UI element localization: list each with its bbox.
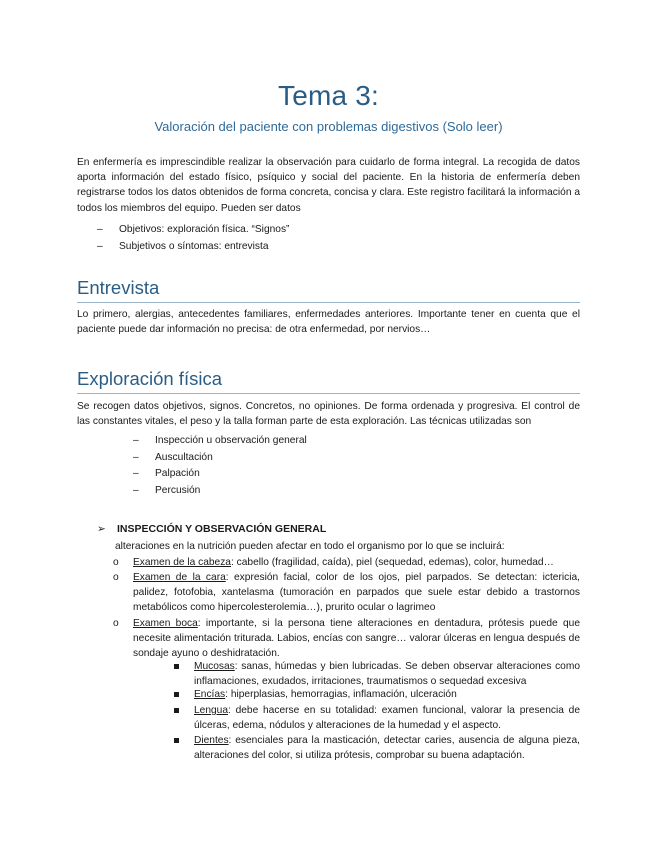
square-bullet [174, 692, 179, 697]
inspeccion-intro: alteraciones en la nutrición pueden afectar en todo el organismo por lo que se incluirá: [115, 541, 505, 552]
list-item: – Palpación [133, 466, 573, 483]
circle-bullet: o [113, 618, 119, 629]
square-bullet [174, 708, 179, 713]
list-item: Lengua: debe hacerse en su totalidad: examen funcional, valorar la presencia de úlceras, edema, nódulos y alteraciones de la humedad y el aspecto. [194, 703, 580, 733]
page-subtitle: Valoración del paciente con problemas digestivos (Solo leer) [154, 119, 503, 134]
section-heading-exploracion: Exploración física [77, 368, 580, 394]
data-types-list [97, 222, 577, 255]
list-item: – Objetivos: exploración física. “Signos” [97, 222, 577, 239]
techniques-list [133, 433, 573, 499]
intro-paragraph: En enfermería es imprescindible realizar la observación para cuidarlo de forma integral. La recogida de datos aporta información del estado físico, psíquico y social del paciente. En la historia de enfermería deben registrarse todos los datos obtenidos de forma concreta, concisa y clara. Este registro facilitará la información a todos los miembros del equipo. Pueden ser datos [77, 157, 580, 214]
entrevista-paragraph: Lo primero, alergias, antecedentes familiares, enfermedades anteriores. Importante tener en cuenta que el paciente puede dar información no precisa: de otra enfermedad, por nervios… [77, 309, 580, 336]
dash-marker: – [97, 240, 103, 252]
dash-marker: – [133, 451, 139, 463]
list-item: – Auscultación [133, 450, 573, 467]
list-item: – Inspección u observación general [133, 433, 573, 450]
dash-marker: – [133, 435, 139, 446]
circle-bullet: o [113, 557, 119, 568]
section-heading-entrevista: Entrevista [77, 277, 580, 303]
list-item: o Examen boca: importante, si la persona tiene alteraciones en dentadura, prótesis puede que necesite alimentación triturada. Labios, encías con sangre… valorar úlceras en lengua después de sondaje ayuno o deshidratación. [113, 618, 580, 660]
list-item: o Examen de la cara: expresión facial, color de los ojos, piel parpados. Se detectan: ictericia, palidez, fotofobia, xantelasma (tumoración en parpados que suele estar debido a trastornos metabólicos como hipercolesterolemia…), prurito ocular o lagrimeo [113, 572, 580, 614]
list-item: – Percusión [133, 483, 573, 500]
square-bullet [174, 664, 179, 669]
exploracion-paragraph: Se recogen datos objetivos, signos. Concretos, no opiniones. De forma ordenada y progresiva. El control de las constantes vitales, el peso y la talla forman parte de esta exploración. Las técnicas utilizadas son [77, 401, 580, 428]
dash-marker: – [133, 484, 139, 496]
square-bullet [174, 738, 179, 743]
list-item: Encías: hiperplasias, hemorragias, inflamación, ulceración [194, 687, 580, 702]
dash-marker: – [97, 224, 103, 235]
list-item: o Examen de la cabeza: cabello (fragilidad, caída), piel (sequedad, edemas), color, humedad… [133, 555, 580, 570]
arrow-bullet-icon: ➢ [97, 523, 106, 535]
list-item: Mucosas: sanas, húmedas y bien lubricadas. Se deben observar alteraciones como inflamaciones, exudados, irritaciones, traumatismos o sequedad excesiva [194, 659, 580, 689]
dash-marker: – [133, 468, 139, 479]
list-item: – Subjetivos o síntomas: entrevista [97, 239, 577, 256]
page-title: Tema 3: [278, 80, 379, 111]
inspeccion-heading: ➢ INSPECCIÓN Y OBSERVACIÓN GENERAL [97, 523, 327, 535]
circle-bullet: o [113, 572, 119, 583]
list-item: Dientes: esenciales para la masticación, detectar caries, ausencia de alguna pieza, alteraciones del color, si utiliza prótesis, comprobar su buena adaptación. [194, 733, 580, 763]
